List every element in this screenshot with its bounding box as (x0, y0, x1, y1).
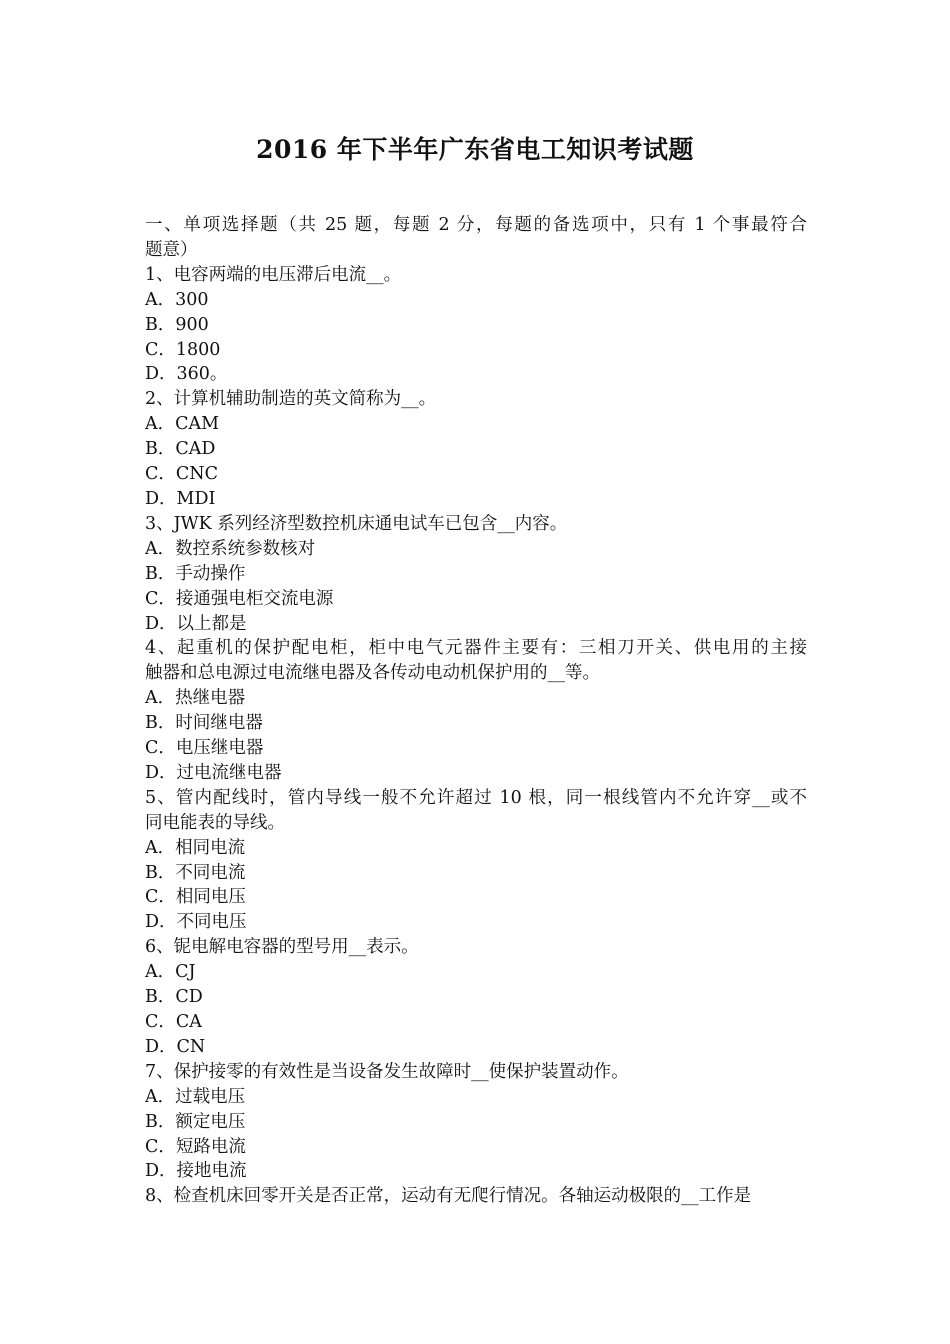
question-item (145, 1060, 807, 1185)
question-item (145, 387, 807, 512)
answer-option: B．CD (145, 987, 203, 1008)
answer-option: C．1800 (145, 339, 221, 360)
answer-option: D．360。 (145, 364, 228, 385)
answer-option: D．CN (145, 1036, 206, 1057)
question-stem: 1、电容两端的电压滞后电流__。 (145, 264, 402, 285)
question-stem: 7、保护接零的有效性是当设备发生故障时__使保护装置动作。 (145, 1061, 629, 1082)
answer-option: C．电压继电器 (145, 738, 264, 759)
answer-option: A．过载电压 (145, 1086, 246, 1107)
section-heading-continued: 题意） (145, 239, 198, 260)
answer-option: C．短路电流 (145, 1136, 246, 1157)
section-heading: 一、单项选择题（共 25 题，每题 2 分，每题的备选项中，只有 1 个事最符合 (145, 215, 807, 235)
question-stem-continued: 同电能表的导线。 (145, 812, 285, 833)
question-item (145, 1184, 807, 1209)
answer-option: D．接地电流 (145, 1161, 247, 1182)
answer-option: B．手动操作 (145, 563, 246, 584)
question-stem: 3、JWK 系列经济型数控机床通电试车已包含__内容。 (145, 513, 568, 534)
question-stem: 4、起重机的保护配电柜，柜中电气元器件主要有：三相刀开关、供电用的主接 (145, 638, 807, 659)
question-item (145, 935, 807, 1060)
question-item (145, 786, 807, 935)
answer-option: C．CNC (145, 464, 218, 485)
question-item (145, 636, 807, 785)
answer-option: B．CAD (145, 439, 216, 460)
answer-option: B．额定电压 (145, 1111, 246, 1132)
answer-option: C．CA (145, 1012, 202, 1032)
answer-option: A．热继电器 (145, 688, 246, 709)
answer-option: A．CJ (145, 962, 196, 983)
answer-option: A．300 (145, 289, 209, 310)
answer-option: C．相同电压 (145, 887, 246, 908)
question-stem: 6、铌电解电容器的型号用__表示。 (145, 937, 419, 958)
answer-option: A．相同电流 (145, 837, 246, 858)
answer-option: B．900 (145, 314, 209, 335)
answer-option: D．不同电压 (145, 912, 247, 933)
question-stem: 8、检查机床回零开关是否正常，运动有无爬行情况。各轴运动极限的__工作是 (145, 1186, 752, 1207)
answer-option: C．接通强电柜交流电源 (145, 588, 334, 609)
document-title: 2016 年下半年广东省电工知识考试题 (256, 135, 694, 164)
answer-option: A．数控系统参数核对 (145, 538, 316, 559)
question-item (145, 512, 807, 637)
answer-option: B．不同电流 (145, 862, 246, 883)
question-stem-continued: 触器和总电源过电流继电器及各传动电动机保护用的__等。 (145, 663, 600, 684)
answer-option: B．时间继电器 (145, 713, 263, 734)
answer-option: D．过电流继电器 (145, 762, 282, 783)
question-item (145, 263, 807, 388)
question-list (145, 263, 807, 1209)
answer-option: D．以上都是 (145, 613, 247, 634)
question-stem: 5、管内配线时，管内导线一般不允许超过 10 根，同一根线管内不允许穿__或不 (145, 787, 807, 808)
exam-content (145, 213, 807, 1209)
question-stem: 2、计算机辅助制造的英文简称为__。 (145, 389, 437, 410)
answer-option: A．CAM (145, 414, 220, 435)
answer-option: D．MDI (145, 488, 216, 509)
